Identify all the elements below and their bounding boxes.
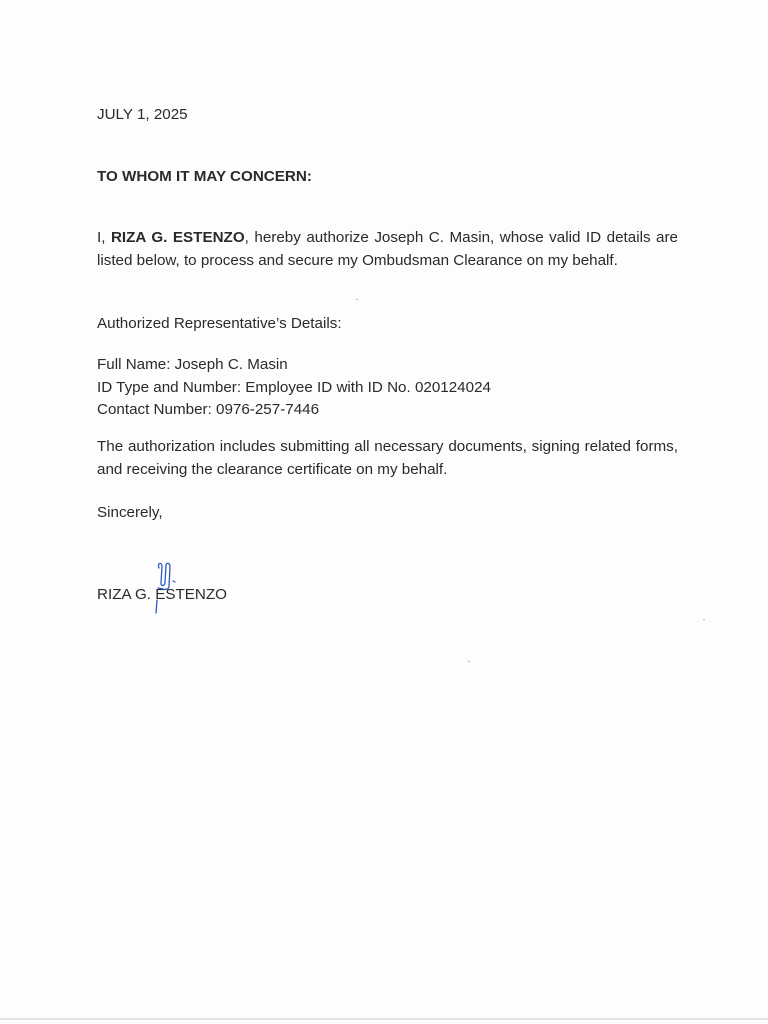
closing: Sincerely, [97,504,163,521]
scan-speck [356,299,358,300]
authorization-paragraph: The authorization includes submitting all necessary documents, signing related forms, and receiving the clearance certificate on my behalf. [97,438,678,478]
author-name: RIZA G. ESTENZO [110,229,245,246]
representative-details-heading: Authorized Representative’s Details: [97,315,342,332]
scan-speck [468,661,470,662]
intro-text: , hereby authorize Joseph C. Masin, whose valid ID details are listed below, to process and secure my Ombudsman Clearance on my behalf. [97,229,678,269]
id-line: ID Type and Number: Employee ID with ID No. 020124024 [97,378,491,396]
intro-paragraph [97,227,678,272]
signatory-name: RIZA G. ESTENZO [97,586,227,603]
letter-date: JULY 1, 2025 [97,106,188,123]
intro-prefix: I, [97,229,111,246]
signature-icon [146,556,190,614]
scan-edge [0,1018,768,1020]
representative-details [97,354,491,422]
salutation: TO WHOM IT MAY CONCERN: [97,168,312,185]
full-name-line: Full Name: Joseph C. Masin [97,356,288,373]
contact-line: Contact Number: 0976-257-7446 [97,401,320,418]
scan-speck [703,619,705,620]
